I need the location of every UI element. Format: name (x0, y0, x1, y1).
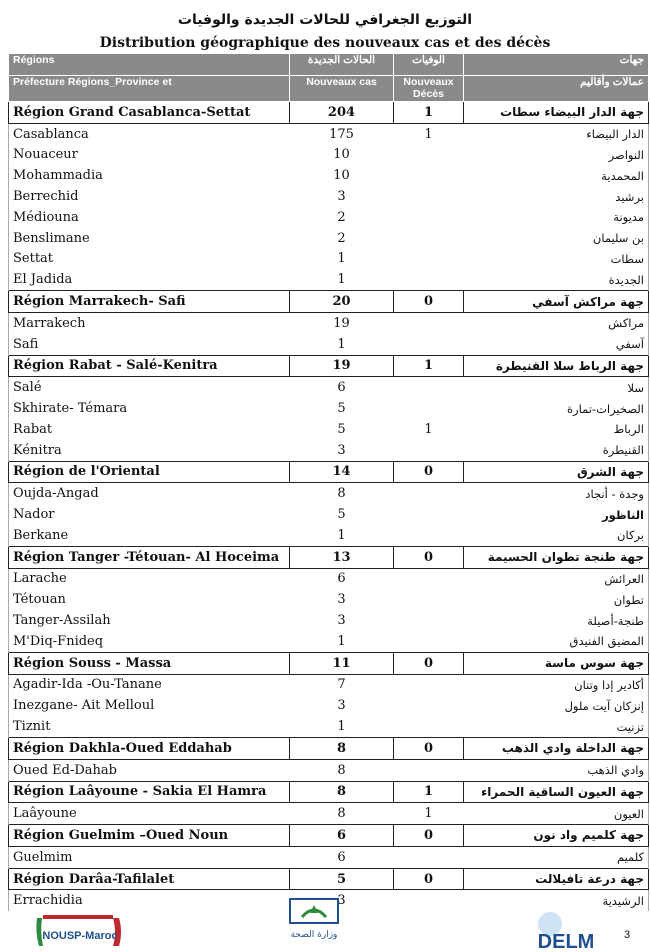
row-name-fr: Région de l'Oriental (9, 461, 290, 483)
row-name-ar: الناظور (464, 504, 649, 525)
row-name-fr: Laâyoune (9, 803, 290, 825)
province-row (9, 334, 649, 355)
row-name-fr: Agadir-Ida -Ou-Tanane (9, 674, 290, 695)
row-cases: 6 (290, 825, 394, 847)
header-regions: Régions (9, 54, 290, 76)
province-row (9, 483, 649, 504)
row-name-fr: Benslimane (9, 228, 290, 249)
row-name-fr: Région Grand Casablanca-Settat (9, 102, 290, 124)
row-name-ar: آسفي (464, 334, 649, 355)
row-name-ar: إنزكان آيت ملول (464, 695, 649, 716)
row-deaths (394, 207, 464, 228)
row-name-ar: طنجة-أصيلة (464, 610, 649, 631)
province-row (9, 568, 649, 589)
row-cases: 11 (290, 652, 394, 674)
row-name-ar: جهة كلميم واد نون (464, 825, 649, 847)
region-row (9, 102, 649, 124)
row-name-ar: تزنيت (464, 716, 649, 737)
row-name-fr: Inezgane- Ait Melloul (9, 695, 290, 716)
row-cases: 3 (337, 893, 346, 909)
row-cases: 2 (337, 209, 346, 225)
ministry-logo-text: وزارة الصحة (290, 930, 338, 940)
page-number: 3 (624, 929, 631, 941)
row-cases: 19 (290, 355, 394, 377)
row-name-ar: بركان (464, 525, 649, 546)
province-row (9, 312, 649, 333)
province-row (9, 589, 649, 610)
row-cases: 3 (337, 189, 346, 205)
header-deaths-ar: الوفيات (394, 54, 464, 76)
row-cases: 5 (337, 401, 346, 417)
row-name-fr: Nouaceur (9, 145, 290, 166)
header-cases-ar: الحالات الجديدة (290, 54, 394, 76)
row-name-ar: كلميم (464, 846, 649, 868)
row-name-fr: Région Souss - Massa (9, 652, 290, 674)
row-deaths: 1 (424, 806, 433, 822)
row-name-ar: سطات (464, 249, 649, 270)
row-deaths (394, 334, 464, 355)
province-row (9, 269, 649, 290)
row-cases: 7 (337, 677, 346, 693)
row-name-ar: المضيق الفنيدق (464, 631, 649, 652)
row-name-ar: جهة مراكش آسفي (464, 291, 649, 313)
row-name-ar: الجديدة (464, 269, 649, 290)
row-cases: 1 (337, 633, 346, 649)
delm-logo-text: DELM (537, 931, 595, 952)
row-name-fr: Errachidia (9, 890, 290, 911)
region-row (9, 291, 649, 313)
row-cases: 3 (337, 613, 346, 629)
header-deaths-fr: Nouveaux Décès (394, 76, 464, 102)
province-row (9, 440, 649, 461)
row-deaths (394, 716, 464, 737)
row-cases: 6 (337, 380, 346, 396)
row-name-ar: الصخيرات-تمارة (464, 398, 649, 419)
row-name-fr: Guelmim (9, 846, 290, 868)
row-name-ar: الرباط (464, 419, 649, 440)
row-name-ar: تطوان (464, 589, 649, 610)
row-name-fr: Région Darâa-Tafilalet (9, 868, 290, 890)
nousp-logo (33, 912, 125, 952)
row-name-ar: أكادير إدا وتنان (464, 674, 649, 695)
row-cases: 1 (337, 251, 346, 267)
row-name-fr: Settat (9, 249, 290, 270)
row-deaths (394, 504, 464, 525)
region-row (9, 868, 649, 890)
row-deaths (394, 398, 464, 419)
province-row (9, 504, 649, 525)
row-cases: 204 (290, 102, 394, 124)
row-name-ar: جهة طنجة تطوان الحسيمة (464, 546, 649, 568)
province-row (9, 249, 649, 270)
row-cases: 6 (337, 849, 346, 865)
row-cases: 3 (337, 592, 346, 608)
row-cases: 20 (290, 291, 394, 313)
row-name-ar: جهة الداخلة وادي الذهب (464, 737, 649, 759)
row-cases: 6 (337, 571, 346, 587)
province-row (9, 674, 649, 695)
row-cases: 5 (337, 507, 346, 523)
row-name-fr: Nador (9, 504, 290, 525)
row-cases: 1 (337, 719, 346, 734)
row-name-ar: جهة الدار البيضاء سطات (464, 102, 649, 124)
row-cases: 8 (337, 806, 346, 822)
row-cases: 8 (290, 737, 394, 759)
province-row (9, 716, 649, 737)
region-row (9, 461, 649, 483)
row-deaths (394, 846, 464, 868)
row-cases: 2 (337, 230, 346, 246)
row-name-ar: جهة الرباط سلا القنيطرة (464, 355, 649, 377)
row-deaths (394, 440, 464, 461)
row-name-ar: القنيطرة (464, 440, 649, 461)
header-regions-ar: جهات (464, 54, 649, 76)
row-name-fr: Safi (9, 334, 290, 355)
region-row (9, 652, 649, 674)
row-name-ar: برشيد (464, 186, 649, 207)
row-cases: 8 (337, 486, 346, 502)
row-deaths: 1 (394, 102, 464, 124)
row-deaths: 0 (394, 825, 464, 847)
row-deaths (394, 312, 464, 333)
province-row (9, 228, 649, 249)
row-deaths (394, 269, 464, 290)
row-name-fr: Casablanca (9, 123, 290, 144)
province-row (9, 610, 649, 631)
row-deaths (394, 674, 464, 695)
province-row (9, 207, 649, 228)
row-name-fr: Région Laâyoune - Sakia El Hamra (9, 781, 290, 803)
row-deaths (394, 525, 464, 546)
row-name-fr: Skhirate- Témara (9, 398, 290, 419)
row-name-fr: Région Dakhla-Oued Eddahab (9, 737, 290, 759)
row-deaths (394, 228, 464, 249)
row-cases: 14 (290, 461, 394, 483)
ministry-logo (284, 895, 344, 949)
row-name-ar: وادي الذهب (464, 759, 649, 781)
region-row (9, 355, 649, 377)
province-row (9, 165, 649, 186)
row-deaths: 0 (394, 461, 464, 483)
row-name-fr: Région Tanger -Tétouan- Al Hoceima (9, 546, 290, 568)
region-row (9, 825, 649, 847)
row-name-fr: Médiouna (9, 207, 290, 228)
table-body (9, 102, 649, 912)
row-deaths: 1 (394, 355, 464, 377)
region-row (9, 737, 649, 759)
row-name-fr: Tiznit (9, 716, 290, 737)
row-name-ar: جهة العيون الساقية الحمراء (464, 781, 649, 803)
row-name-fr: M'Diq-Fnideq (9, 631, 290, 652)
province-row (9, 398, 649, 419)
row-name-ar: الدار البيضاء (464, 123, 649, 144)
row-name-fr: Tanger-Assilah (9, 610, 290, 631)
province-row (9, 695, 649, 716)
province-row (9, 123, 649, 144)
row-deaths (394, 186, 464, 207)
row-name-fr: Rabat (9, 419, 290, 440)
row-deaths: 0 (394, 291, 464, 313)
province-row (9, 759, 649, 781)
row-cases: 5 (337, 421, 346, 437)
region-row (9, 546, 649, 568)
row-name-ar: وجدة - أنجاد (464, 483, 649, 504)
title-french: Distribution géographique des nouveaux cas et des décès (99, 35, 551, 51)
row-name-ar: مراكش (464, 312, 649, 333)
province-row (9, 186, 649, 207)
row-cases: 1 (337, 336, 346, 352)
row-name-ar: العيون (464, 803, 649, 825)
row-name-fr: El Jadida (9, 269, 290, 290)
row-deaths: 1 (424, 421, 433, 437)
row-deaths: 0 (394, 737, 464, 759)
row-cases: 175 (329, 126, 354, 142)
row-name-fr: Kénitra (9, 440, 290, 461)
row-name-fr: Oued Ed-Dahab (9, 759, 290, 781)
province-row (9, 846, 649, 868)
row-deaths (394, 377, 464, 398)
province-row (9, 631, 649, 652)
table-header (9, 54, 649, 102)
row-name-fr: Région Rabat - Salé-Kenitra (9, 355, 290, 377)
row-cases: 8 (337, 762, 346, 778)
row-name-fr: Tétouan (9, 589, 290, 610)
row-name-fr: Région Marrakech- Safi (9, 291, 290, 313)
row-deaths (394, 759, 464, 781)
row-name-ar: جهة الشرق (464, 461, 649, 483)
row-name-fr: Berrechid (9, 186, 290, 207)
province-row (9, 419, 649, 440)
row-name-ar: بن سليمان (464, 228, 649, 249)
row-deaths: 0 (394, 546, 464, 568)
row-cases: 10 (333, 147, 350, 163)
row-cases: 19 (333, 315, 350, 331)
row-name-fr: Mohammadia (9, 165, 290, 186)
row-cases: 1 (337, 527, 346, 543)
row-cases: 3 (337, 442, 346, 458)
row-name-ar: العرائش (464, 568, 649, 589)
region-row (9, 781, 649, 803)
row-deaths (394, 610, 464, 631)
province-row (9, 145, 649, 166)
title-arabic: التوزيع الجغرافي للحالات الجديدة والوفيات (177, 12, 473, 28)
row-name-ar: مديونة (464, 207, 649, 228)
header-prefecture-ar: عمالات وأقاليم (464, 76, 649, 102)
row-deaths (394, 631, 464, 652)
row-deaths: 1 (394, 781, 464, 803)
row-name-fr: Berkane (9, 525, 290, 546)
row-name-fr: Oujda-Angad (9, 483, 290, 504)
delm-logo (526, 910, 606, 952)
row-cases: 8 (290, 781, 394, 803)
header-prefecture: Préfecture Régions_Province et (9, 76, 290, 102)
row-deaths: 0 (394, 652, 464, 674)
row-deaths (394, 589, 464, 610)
row-deaths (394, 249, 464, 270)
row-cases: 13 (290, 546, 394, 568)
row-name-ar: جهة درعة تافيلالت (464, 868, 649, 890)
row-deaths: 0 (394, 868, 464, 890)
row-cases: 1 (337, 272, 346, 288)
row-name-ar: الرشيدية (464, 890, 649, 911)
province-row (9, 377, 649, 398)
distribution-table (8, 53, 649, 911)
row-name-ar: جهة سوس ماسة (464, 652, 649, 674)
row-name-ar: سلا (464, 377, 649, 398)
row-name-fr: Région Guelmim –Oued Noun (9, 825, 290, 847)
row-deaths (394, 695, 464, 716)
row-name-fr: Marrakech (9, 312, 290, 333)
row-cases: 10 (333, 168, 350, 184)
row-cases: 5 (290, 868, 394, 890)
footer (0, 905, 650, 951)
row-deaths (394, 483, 464, 504)
row-name-ar: النواصر (464, 145, 649, 166)
row-deaths (394, 145, 464, 166)
row-name-fr: Salé (9, 377, 290, 398)
row-deaths (394, 568, 464, 589)
row-name-fr: Larache (9, 568, 290, 589)
province-row (9, 803, 649, 825)
province-row (9, 525, 649, 546)
row-deaths: 1 (424, 126, 433, 142)
row-cases: 3 (337, 698, 346, 714)
nousp-logo-text: NOUSP-Maroc (42, 930, 118, 942)
row-deaths (394, 165, 464, 186)
row-name-ar: المحمدية (464, 165, 649, 186)
header-cases-fr: Nouveaux cas (290, 76, 394, 102)
